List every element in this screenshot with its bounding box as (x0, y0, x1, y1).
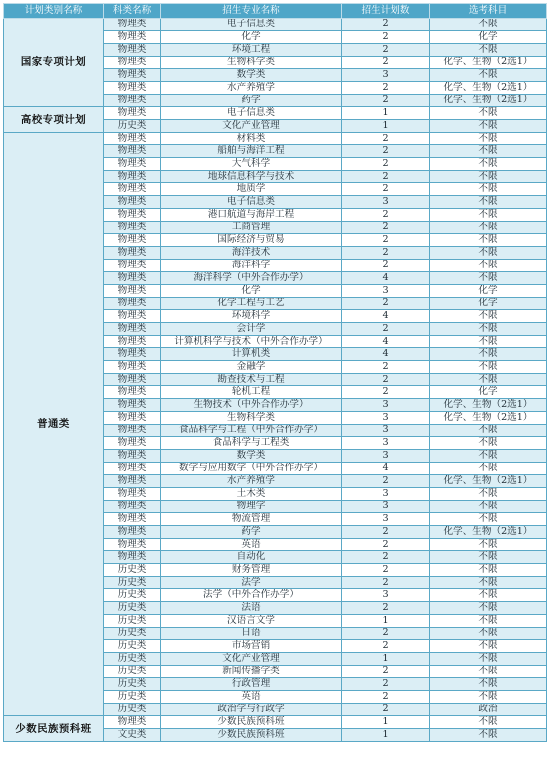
elective-subjects-cell: 不限 (430, 589, 547, 602)
major-name-cell: 国际经济与贸易 (161, 234, 342, 247)
major-name-cell: 市场营销 (161, 640, 342, 653)
major-name-cell: 工商管理 (161, 221, 342, 234)
plan-count-cell: 3 (342, 449, 430, 462)
elective-subjects-cell: 不限 (430, 487, 547, 500)
subject-type-cell: 物理类 (104, 348, 161, 361)
plan-count-cell: 2 (342, 208, 430, 221)
header-major-name: 招生专业名称 (161, 4, 342, 19)
major-name-cell: 日语 (161, 627, 342, 640)
major-name-cell: 药学 (161, 94, 342, 107)
subject-type-cell: 历史类 (104, 576, 161, 589)
major-name-cell: 海洋科学 (161, 259, 342, 272)
elective-subjects-cell: 化学、生物（2选1） (430, 526, 547, 539)
subject-type-cell: 物理类 (104, 56, 161, 69)
header-plan-category: 计划类别名称 (4, 4, 104, 19)
major-name-cell: 食品科学与工程（中外合作办学） (161, 424, 342, 437)
major-name-cell: 海洋科学（中外合作办学） (161, 272, 342, 285)
header-elective-subjects: 选考科目 (430, 4, 547, 19)
subject-type-cell: 物理类 (104, 221, 161, 234)
elective-subjects-cell: 不限 (430, 690, 547, 703)
plan-count-cell: 2 (342, 56, 430, 69)
elective-subjects-cell: 化学、生物（2选1） (430, 56, 547, 69)
elective-subjects-cell: 化学 (430, 297, 547, 310)
plan-count-cell: 2 (342, 81, 430, 94)
subject-type-cell: 物理类 (104, 424, 161, 437)
major-name-cell: 物理学 (161, 500, 342, 513)
elective-subjects-cell: 不限 (430, 564, 547, 577)
plan-count-cell: 2 (342, 640, 430, 653)
subject-type-cell: 物理类 (104, 234, 161, 247)
major-name-cell: 环境科学 (161, 310, 342, 323)
major-name-cell: 轮机工程 (161, 386, 342, 399)
major-name-cell: 文化产业管理 (161, 120, 342, 133)
subject-type-cell: 物理类 (104, 310, 161, 323)
elective-subjects-cell: 不限 (430, 107, 547, 120)
elective-subjects-cell: 不限 (430, 462, 547, 475)
major-name-cell: 法学（中外合作办学） (161, 589, 342, 602)
major-name-cell: 英语 (161, 538, 342, 551)
elective-subjects-cell: 不限 (430, 640, 547, 653)
subject-type-cell: 历史类 (104, 614, 161, 627)
plan-count-cell: 2 (342, 234, 430, 247)
elective-subjects-cell: 不限 (430, 183, 547, 196)
major-name-cell: 海洋技术 (161, 246, 342, 259)
major-name-cell: 文化产业管理 (161, 652, 342, 665)
elective-subjects-cell: 不限 (430, 538, 547, 551)
elective-subjects-cell: 不限 (430, 627, 547, 640)
subject-type-cell: 物理类 (104, 386, 161, 399)
subject-type-cell: 物理类 (104, 18, 161, 31)
major-name-cell: 土木类 (161, 487, 342, 500)
elective-subjects-cell: 不限 (430, 361, 547, 374)
subject-type-cell: 物理类 (104, 538, 161, 551)
subject-type-cell: 物理类 (104, 297, 161, 310)
major-name-cell: 电子信息类 (161, 196, 342, 209)
major-name-cell: 食品科学与工程类 (161, 437, 342, 450)
plan-count-cell: 2 (342, 94, 430, 107)
plan-count-cell: 4 (342, 348, 430, 361)
header-subject-type: 科类名称 (104, 4, 161, 19)
plan-count-cell: 3 (342, 500, 430, 513)
subject-type-cell: 物理类 (104, 284, 161, 297)
subject-type-cell: 物理类 (104, 449, 161, 462)
major-name-cell: 地球信息科学与技术 (161, 170, 342, 183)
elective-subjects-cell: 不限 (430, 652, 547, 665)
plan-count-cell: 3 (342, 424, 430, 437)
subject-type-cell: 物理类 (104, 716, 161, 729)
subject-type-cell: 历史类 (104, 589, 161, 602)
major-name-cell: 药学 (161, 526, 342, 539)
subject-type-cell: 物理类 (104, 208, 161, 221)
plan-count-cell: 2 (342, 158, 430, 171)
subject-type-cell: 物理类 (104, 158, 161, 171)
subject-type-cell: 物理类 (104, 462, 161, 475)
major-name-cell: 自动化 (161, 551, 342, 564)
elective-subjects-cell: 化学 (430, 386, 547, 399)
table-header (4, 4, 547, 19)
plan-count-cell: 3 (342, 437, 430, 450)
elective-subjects-cell: 不限 (430, 665, 547, 678)
subject-type-cell: 历史类 (104, 690, 161, 703)
plan-count-cell: 1 (342, 729, 430, 742)
elective-subjects-cell: 不限 (430, 729, 547, 742)
plan-count-cell: 1 (342, 107, 430, 120)
plan-count-cell: 2 (342, 183, 430, 196)
subject-type-cell: 历史类 (104, 120, 161, 133)
plan-count-cell: 2 (342, 246, 430, 259)
elective-subjects-cell: 不限 (430, 158, 547, 171)
plan-category-cell: 高校专项计划 (4, 107, 104, 132)
subject-type-cell: 文史类 (104, 729, 161, 742)
plan-count-cell: 3 (342, 399, 430, 412)
elective-subjects-cell: 不限 (430, 323, 547, 336)
plan-count-cell: 2 (342, 690, 430, 703)
elective-subjects-cell: 不限 (430, 132, 547, 145)
elective-subjects-cell: 政治 (430, 703, 547, 716)
major-name-cell: 电子信息类 (161, 18, 342, 31)
plan-count-cell: 1 (342, 652, 430, 665)
subject-type-cell: 物理类 (104, 513, 161, 526)
plan-count-cell: 3 (342, 196, 430, 209)
plan-count-cell: 2 (342, 170, 430, 183)
plan-count-cell: 2 (342, 18, 430, 31)
major-name-cell: 大气科学 (161, 158, 342, 171)
major-name-cell: 行政管理 (161, 678, 342, 691)
subject-type-cell: 历史类 (104, 652, 161, 665)
elective-subjects-cell: 不限 (430, 43, 547, 56)
subject-type-cell: 历史类 (104, 678, 161, 691)
table-row (4, 716, 547, 729)
plan-count-cell: 4 (342, 310, 430, 323)
elective-subjects-cell: 不限 (430, 196, 547, 209)
major-name-cell: 会计学 (161, 323, 342, 336)
major-name-cell: 英语 (161, 690, 342, 703)
elective-subjects-cell: 不限 (430, 449, 547, 462)
elective-subjects-cell: 不限 (430, 678, 547, 691)
elective-subjects-cell: 不限 (430, 170, 547, 183)
subject-type-cell: 物理类 (104, 437, 161, 450)
plan-count-cell: 2 (342, 475, 430, 488)
elective-subjects-cell: 化学、生物（2选1） (430, 475, 547, 488)
major-name-cell: 地质学 (161, 183, 342, 196)
elective-subjects-cell: 化学、生物（2选1） (430, 399, 547, 412)
plan-count-cell: 2 (342, 551, 430, 564)
elective-subjects-cell: 不限 (430, 310, 547, 323)
plan-count-cell: 2 (342, 602, 430, 615)
major-name-cell: 船舶与海洋工程 (161, 145, 342, 158)
elective-subjects-cell: 不限 (430, 576, 547, 589)
elective-subjects-cell: 不限 (430, 221, 547, 234)
plan-count-cell: 2 (342, 31, 430, 44)
major-name-cell: 化学 (161, 284, 342, 297)
plan-count-cell: 2 (342, 538, 430, 551)
elective-subjects-cell: 不限 (430, 272, 547, 285)
elective-subjects-cell: 不限 (430, 348, 547, 361)
subject-type-cell: 物理类 (104, 500, 161, 513)
major-name-cell: 少数民族预科班 (161, 729, 342, 742)
table-row (4, 18, 547, 31)
elective-subjects-cell: 化学、生物（2选1） (430, 411, 547, 424)
plan-count-cell: 3 (342, 487, 430, 500)
major-name-cell: 化学工程与工艺 (161, 297, 342, 310)
elective-subjects-cell: 不限 (430, 69, 547, 82)
plan-count-cell: 3 (342, 589, 430, 602)
major-name-cell: 数学类 (161, 449, 342, 462)
subject-type-cell: 物理类 (104, 31, 161, 44)
elective-subjects-cell: 化学、生物（2选1） (430, 81, 547, 94)
elective-subjects-cell: 不限 (430, 373, 547, 386)
plan-count-cell: 2 (342, 361, 430, 374)
table-body (4, 18, 547, 741)
subject-type-cell: 历史类 (104, 640, 161, 653)
elective-subjects-cell: 不限 (430, 234, 547, 247)
major-name-cell: 水产养殖学 (161, 81, 342, 94)
elective-subjects-cell: 不限 (430, 614, 547, 627)
major-name-cell: 环境工程 (161, 43, 342, 56)
plan-count-cell: 3 (342, 69, 430, 82)
plan-category-cell: 少数民族预科班 (4, 716, 104, 741)
elective-subjects-cell: 不限 (430, 145, 547, 158)
subject-type-cell: 物理类 (104, 81, 161, 94)
major-name-cell: 新闻传播学类 (161, 665, 342, 678)
subject-type-cell: 物理类 (104, 373, 161, 386)
major-name-cell: 数学类 (161, 69, 342, 82)
plan-count-cell: 2 (342, 259, 430, 272)
subject-type-cell: 物理类 (104, 132, 161, 145)
plan-count-cell: 4 (342, 335, 430, 348)
elective-subjects-cell: 不限 (430, 335, 547, 348)
elective-subjects-cell: 不限 (430, 437, 547, 450)
subject-type-cell: 物理类 (104, 361, 161, 374)
subject-type-cell: 物理类 (104, 107, 161, 120)
subject-type-cell: 物理类 (104, 69, 161, 82)
plan-count-cell: 4 (342, 272, 430, 285)
subject-type-cell: 物理类 (104, 259, 161, 272)
major-name-cell: 法语 (161, 602, 342, 615)
major-name-cell: 汉语言文学 (161, 614, 342, 627)
subject-type-cell: 物理类 (104, 272, 161, 285)
plan-count-cell: 1 (342, 120, 430, 133)
plan-category-cell: 国家专项计划 (4, 18, 104, 107)
header-plan-count: 招生计划数 (342, 4, 430, 19)
subject-type-cell: 物理类 (104, 170, 161, 183)
plan-count-cell: 2 (342, 297, 430, 310)
table-row (4, 107, 547, 120)
subject-type-cell: 物理类 (104, 487, 161, 500)
subject-type-cell: 物理类 (104, 94, 161, 107)
major-name-cell: 计算机科学与技术（中外合作办学） (161, 335, 342, 348)
major-name-cell: 物流管理 (161, 513, 342, 526)
plan-count-cell: 3 (342, 284, 430, 297)
elective-subjects-cell: 不限 (430, 120, 547, 133)
plan-count-cell: 2 (342, 665, 430, 678)
plan-count-cell: 2 (342, 627, 430, 640)
plan-count-cell: 1 (342, 614, 430, 627)
elective-subjects-cell: 不限 (430, 424, 547, 437)
elective-subjects-cell: 不限 (430, 602, 547, 615)
subject-type-cell: 物理类 (104, 526, 161, 539)
elective-subjects-cell: 不限 (430, 208, 547, 221)
subject-type-cell: 物理类 (104, 183, 161, 196)
plan-count-cell: 2 (342, 323, 430, 336)
major-name-cell: 生物科学类 (161, 56, 342, 69)
subject-type-cell: 物理类 (104, 411, 161, 424)
subject-type-cell: 历史类 (104, 627, 161, 640)
major-name-cell: 化学 (161, 31, 342, 44)
subject-type-cell: 历史类 (104, 665, 161, 678)
plan-count-cell: 2 (342, 564, 430, 577)
major-name-cell: 数学与应用数学（中外合作办学） (161, 462, 342, 475)
major-name-cell: 金融学 (161, 361, 342, 374)
plan-count-cell: 1 (342, 716, 430, 729)
major-name-cell: 少数民族预科班 (161, 716, 342, 729)
subject-type-cell: 物理类 (104, 475, 161, 488)
major-name-cell: 计算机类 (161, 348, 342, 361)
table-row (4, 132, 547, 145)
elective-subjects-cell: 不限 (430, 259, 547, 272)
header-row (4, 4, 547, 19)
admission-plan-table (3, 3, 547, 742)
subject-type-cell: 物理类 (104, 246, 161, 259)
elective-subjects-cell: 化学 (430, 284, 547, 297)
plan-count-cell: 2 (342, 703, 430, 716)
subject-type-cell: 物理类 (104, 43, 161, 56)
plan-count-cell: 3 (342, 411, 430, 424)
subject-type-cell: 历史类 (104, 602, 161, 615)
major-name-cell: 生物技术（中外合作办学） (161, 399, 342, 412)
subject-type-cell: 历史类 (104, 703, 161, 716)
major-name-cell: 法学 (161, 576, 342, 589)
plan-count-cell: 2 (342, 386, 430, 399)
elective-subjects-cell: 不限 (430, 551, 547, 564)
plan-count-cell: 2 (342, 526, 430, 539)
subject-type-cell: 物理类 (104, 145, 161, 158)
plan-count-cell: 2 (342, 373, 430, 386)
elective-subjects-cell: 不限 (430, 500, 547, 513)
major-name-cell: 港口航道与海岸工程 (161, 208, 342, 221)
plan-count-cell: 2 (342, 678, 430, 691)
plan-count-cell: 2 (342, 145, 430, 158)
major-name-cell: 勘查技术与工程 (161, 373, 342, 386)
elective-subjects-cell: 不限 (430, 246, 547, 259)
subject-type-cell: 物理类 (104, 399, 161, 412)
major-name-cell: 材料类 (161, 132, 342, 145)
major-name-cell: 水产养殖学 (161, 475, 342, 488)
elective-subjects-cell: 化学 (430, 31, 547, 44)
subject-type-cell: 物理类 (104, 196, 161, 209)
subject-type-cell: 物理类 (104, 323, 161, 336)
plan-count-cell: 2 (342, 221, 430, 234)
major-name-cell: 电子信息类 (161, 107, 342, 120)
plan-count-cell: 2 (342, 43, 430, 56)
plan-count-cell: 3 (342, 513, 430, 526)
plan-count-cell: 2 (342, 576, 430, 589)
major-name-cell: 政治学与行政学 (161, 703, 342, 716)
plan-count-cell: 2 (342, 132, 430, 145)
subject-type-cell: 物理类 (104, 335, 161, 348)
plan-category-cell: 普通类 (4, 132, 104, 716)
major-name-cell: 生物科学类 (161, 411, 342, 424)
subject-type-cell: 物理类 (104, 551, 161, 564)
elective-subjects-cell: 不限 (430, 716, 547, 729)
major-name-cell: 财务管理 (161, 564, 342, 577)
elective-subjects-cell: 不限 (430, 18, 547, 31)
plan-count-cell: 4 (342, 462, 430, 475)
subject-type-cell: 历史类 (104, 564, 161, 577)
elective-subjects-cell: 不限 (430, 513, 547, 526)
elective-subjects-cell: 化学、生物（2选1） (430, 94, 547, 107)
admission-plan-table-container (3, 3, 546, 742)
